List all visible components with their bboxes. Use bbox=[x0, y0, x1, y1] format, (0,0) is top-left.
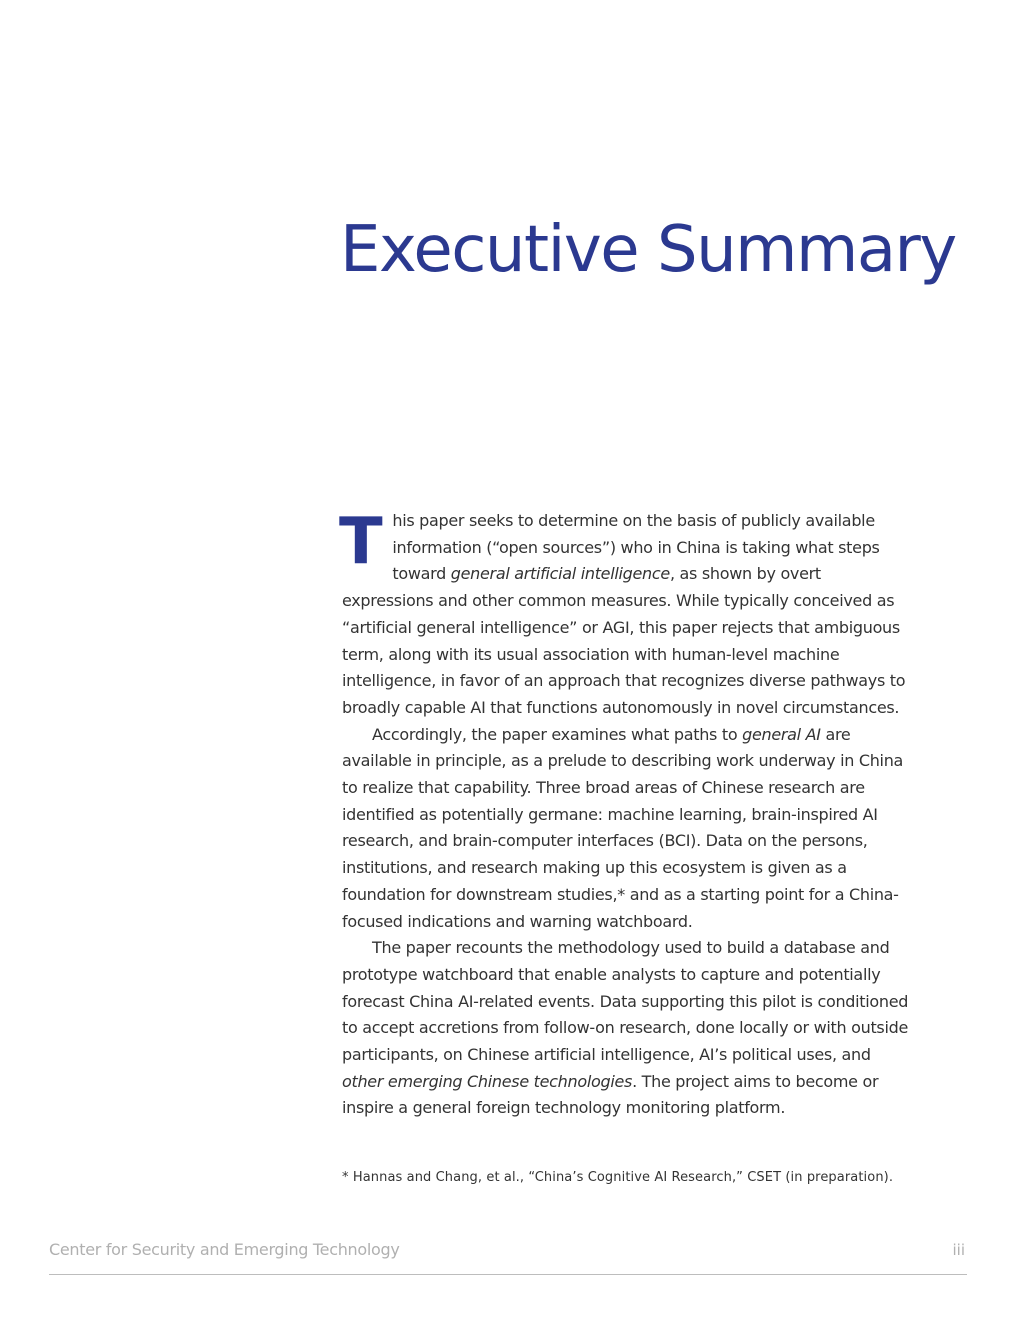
paragraph-3-emphasis: other emerging Chinese technologies bbox=[342, 1071, 633, 1091]
paragraph-2-emphasis: general AI bbox=[742, 724, 821, 744]
paragraph-1 bbox=[339, 505, 914, 722]
paragraph-3-text-2: . The project aims to become or inspire a general foreign technology monitoring platform. bbox=[342, 1071, 879, 1118]
footer-organization: Center for Security and Emerging Technology bbox=[49, 1240, 400, 1259]
paragraph-2-text-2: are available in principle, as a prelude to describing work underway in China to realize that capability. Three broad areas of Chinese research are identified as potentially germane: machine learning, brain-inspired AI research, and brain-computer interfaces (BCI). Data on the persons, institutions, and research making up this ecosystem is given as a foundation for downstream studies,* and as a starting point for a China-focused indications and warning watchboard. bbox=[342, 724, 904, 931]
page-number: iii bbox=[952, 1241, 965, 1259]
paragraph-2-text-1: Accordingly, the paper examines what paths to bbox=[372, 724, 743, 744]
drop-cap: T bbox=[339, 505, 383, 579]
paragraph-2 bbox=[342, 722, 914, 936]
paragraph-3-text-1: The paper recounts the methodology used to build a database and prototype watchboard that enable analysts to capture and potentially forecast China AI-related events. Data supporting this pilot is conditioned to accept accretions from follow-on research, done locally or with outside participants, on Chinese artificial intelligence, AI’s political uses, and bbox=[342, 938, 909, 1065]
paragraph-1-text-1: his paper seeks to determine on the basis of publicly available information (“open sources”) who in China is taking what steps toward bbox=[392, 511, 880, 584]
footnote: * Hannas and Chang, et al., “China’s Cognitive AI Research,” CSET (in preparation). bbox=[342, 1170, 894, 1185]
executive-summary-body bbox=[339, 505, 914, 1122]
paragraph-1-text-2: , as shown by overt expressions and other common measures. While typically conceived as “artificial general intelligence” or AGI, this paper rejects that ambiguous term, along with its usual association with human-level machine intelligence, in favor of an approach that recognizes diverse pathways to broadly capable AI that functions autonomously in novel circumstances. bbox=[342, 564, 906, 717]
footer-divider bbox=[49, 1274, 967, 1275]
page-title: Executive Summary bbox=[340, 213, 956, 287]
paragraph-1-emphasis: general artificial intelligence bbox=[450, 564, 670, 584]
paragraph-3 bbox=[342, 935, 914, 1122]
